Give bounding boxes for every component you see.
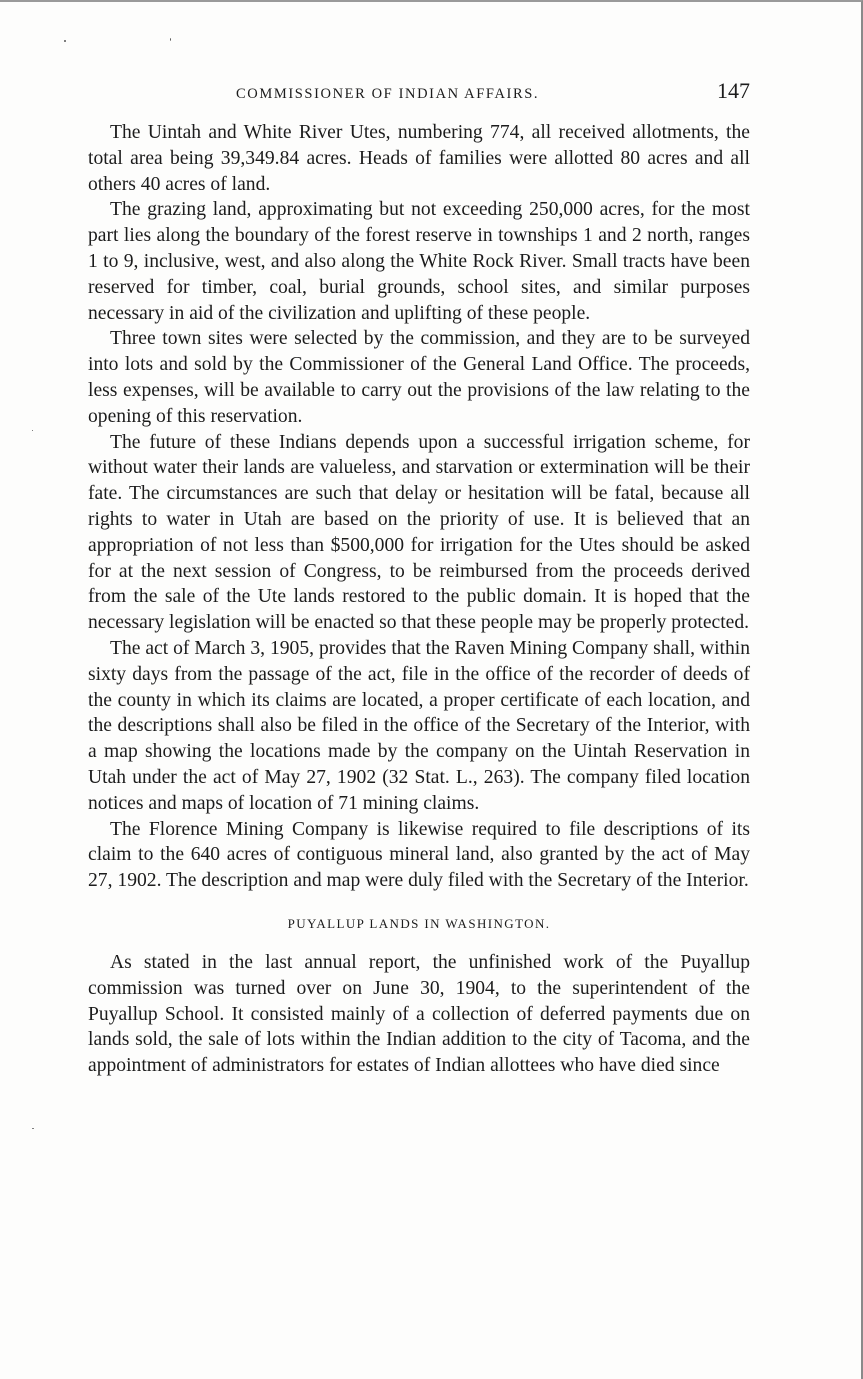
paragraph-puyallup: As stated in the last annual report, the unfinished work of the Puyallup commission was turned over on June 30, 1904, to the superintendent of the Puyallup School. It consisted mainly of a collection of deferred payments due on lands sold, the sale of lots within the Indian addition to the city of Tacoma, and the appointment of administrators for estates of Indian allottees who have died since — [88, 951, 750, 1077]
scan-speck — [64, 40, 66, 42]
scan-speck — [170, 38, 171, 41]
body-text — [88, 120, 750, 1079]
paragraph-irrigation: The future of these Indians depends upon a successful irrigation scheme, for without water their lands are valueless, and starvation or extermination will be their fate. The circumstances are such that delay or hesitation will be fatal, because all rights to water in Utah are based on the priority of use. It is believed that an appropriation of not less than $500,000 for irrigation for the Utes should be asked for at the next session of Congress, to be reimbursed from the proceeds derived from the sale of the Ute lands restored to the public domain. It is hoped that the necessary legislation will be enacted so that these people may be properly protected. — [88, 431, 750, 634]
paragraph-raven-mining: The act of March 3, 1905, provides that the Raven Mining Company shall, within sixty days from the passage of the act, file in the office of the recorder of deeds of the county in which its claims are located, a proper certificate of each location, and the descriptions shall also be filed in the office of the Secretary of the Interior, with a map showing the locations made by the company on the Uintah Reservation in Utah under the act of May 27, 1902 (32 Stat. L., 263). The company filed location notices and maps of location of 71 mining claims. — [88, 637, 750, 814]
scan-speck — [32, 430, 33, 431]
paragraph-uintah-allotments: The Uintah and White River Utes, numbering 774, all received allotments, the total area being 39,349.84 acres. Heads of families were allotted 80 acres and all others 40 acres of land. — [88, 122, 750, 195]
running-head: COMMISSIONER OF INDIAN AFFAIRS. — [236, 86, 540, 102]
paragraph-town-sites: Three town sites were selected by the commission, and they are to be surveyed into lots and sold by the Commissioner of the General Land Office. The proceeds, less expenses, will be available to carry out the provisions of the law relating to the opening of this reservation. — [88, 328, 750, 427]
paragraph-grazing-land: The grazing land, approximating but not exceeding 250,000 acres, for the most part lies along the boundary of the forest reserve in townships 1 and 2 north, ranges 1 to 9, inclusive, west, and also along the White Rock River. Small tracts have been reserved for timber, coal, burial grounds, school sites, and similar purposes necessary in aid of the civilization and uplifting of these people. — [88, 199, 750, 324]
paragraph-florence-mining: The Florence Mining Company is likewise required to file descriptions of its claim to the 640 acres of contiguous mineral land, also granted by the act of May 27, 1902. The description and map were duly filed with the Secretary of the Interior. — [88, 818, 750, 892]
scan-speck — [32, 1128, 34, 1129]
section-heading: PUYALLUP LANDS IN WASHINGTON. — [287, 915, 551, 931]
page-header — [88, 78, 750, 108]
page-number: 147 — [717, 78, 750, 103]
